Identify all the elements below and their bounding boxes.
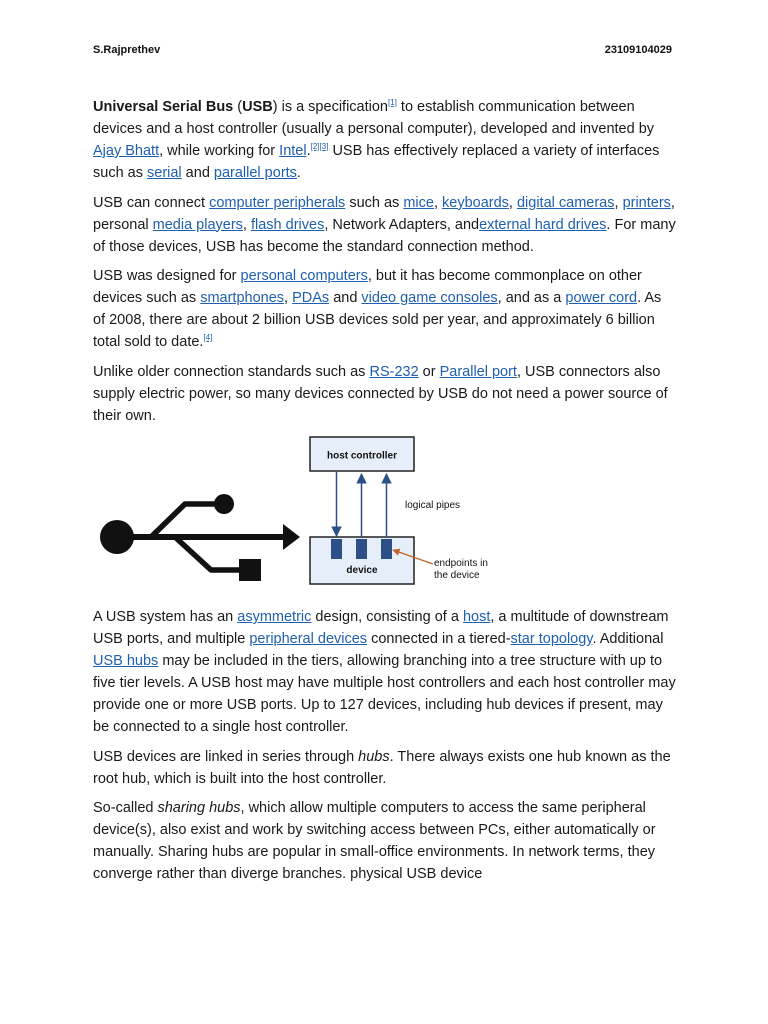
- citation-2-3[interactable]: [2][3]: [310, 142, 329, 152]
- text: Unlike older connection standards such as: [93, 363, 370, 380]
- link-asymmetric[interactable]: asymmetric: [237, 609, 312, 625]
- text: , but it has become commonplace on other devices such as: [93, 268, 642, 306]
- text: USB was designed for: [93, 268, 241, 284]
- link-flash-drives[interactable]: flash drives: [250, 216, 325, 233]
- text: , which allow multiple computers to access the same peripheral device(s), also exist and work by switching access between PCs, either automatically or manually. Sharing hubs are popular in small-office environments. In network terms, they converge rather than diverge branches. physical USB device: [93, 800, 656, 882]
- endpoints-label-line2: the device: [434, 570, 480, 581]
- usb-figure-svg: [93, 434, 677, 598]
- link-peripheral-devices[interactable]: peripheral devices: [249, 631, 368, 647]
- paragraph-devices: [93, 192, 677, 258]
- paragraph-power: [93, 361, 677, 427]
- link-pdas[interactable]: PDAs: [292, 290, 330, 306]
- text: , and as a: [497, 290, 566, 306]
- link-star-topology[interactable]: star topology: [510, 631, 593, 647]
- paragraph-adoption: [93, 265, 677, 353]
- link-smartphones[interactable]: smartphones: [200, 290, 285, 306]
- text: ,: [433, 194, 443, 211]
- term-universal-serial-bus: Universal Serial Bus: [93, 99, 234, 115]
- link-serial[interactable]: serial: [147, 165, 182, 181]
- link-intel[interactable]: Intel: [279, 143, 307, 159]
- text: may be included in the tiers, allowing branching into a tree structure with up to five tier levels. A USB host may have multiple host controllers and each host controller may provide one or more USB ports. Up to 127 devices, including hub devices if present, may be connected to a single host controller.: [93, 653, 676, 735]
- link-computer-peripherals[interactable]: computer peripherals: [209, 194, 346, 211]
- logical-pipes-label: logical pipes: [405, 500, 461, 511]
- link-parallel-port[interactable]: Parallel port: [439, 363, 517, 380]
- text: connected in a tiered-: [367, 631, 511, 647]
- text: . As of 2008, there are about 2 billion USB devices sold per year, and approximately 6 billion total sold to date.: [93, 290, 662, 350]
- link-keyboards[interactable]: keyboards: [442, 194, 509, 211]
- paragraph-hubs: [93, 746, 677, 790]
- link-power-cord[interactable]: power cord: [565, 290, 638, 306]
- text: (: [233, 99, 243, 115]
- text: , while working for: [159, 143, 280, 159]
- device-label: device: [346, 565, 378, 576]
- text: USB devices are linked in series through: [93, 748, 359, 765]
- text: to establish communication between devices and a host controller (usually a personal computer), developed and invented by: [93, 99, 655, 137]
- term-hubs: hubs: [358, 748, 390, 765]
- link-personal-computers[interactable]: personal computers: [240, 268, 368, 284]
- header-id: 23109104029: [604, 44, 672, 56]
- link-rs-232[interactable]: RS-232: [369, 363, 419, 380]
- text: ) is a specification: [272, 99, 388, 115]
- term-usb: USB: [242, 99, 273, 115]
- link-usb-hubs[interactable]: USB hubs: [93, 653, 159, 669]
- figure-usb-diagrams: [93, 434, 677, 598]
- host-controller-label: host controller: [326, 450, 398, 462]
- endpoints-label-line1: endpoints in: [434, 558, 488, 569]
- link-ajay-bhatt[interactable]: Ajay Bhatt: [93, 143, 160, 159]
- document-body: [93, 96, 677, 893]
- term-sharing-hubs: sharing hubs: [157, 800, 241, 816]
- usb-trident-icon: [100, 494, 300, 581]
- paragraph-sharing-hubs: [93, 797, 677, 885]
- text: . There always exists one hub known as the root hub, which is built into the host controller.: [93, 748, 671, 787]
- endpoint-1: [331, 539, 342, 559]
- text: So-called: [93, 800, 158, 816]
- header-author: S.Rajprethev: [93, 44, 161, 56]
- link-media-players[interactable]: media players: [152, 216, 243, 233]
- link-host[interactable]: host: [462, 609, 491, 625]
- text: ,: [614, 194, 623, 211]
- paragraph-topology: [93, 606, 677, 738]
- text: , personal: [93, 194, 675, 233]
- link-external-hard-drives[interactable]: external hard drives: [479, 216, 607, 233]
- endpoint-2: [356, 539, 367, 559]
- text: design, consisting of a: [311, 609, 463, 625]
- endpoint-3: [381, 539, 392, 559]
- text: . For many of those devices, USB has become the standard connection method.: [93, 216, 676, 255]
- text: ,: [508, 194, 517, 211]
- link-printers[interactable]: printers: [622, 194, 671, 211]
- text: , USB connectors also supply electric power, so many devices connected by USB do not need a power source of their own.: [93, 363, 668, 424]
- text: ,: [284, 290, 293, 306]
- link-video-game-consoles[interactable]: video game consoles: [361, 290, 498, 306]
- text: USB has effectively replaced a variety of interfaces such as: [93, 143, 660, 181]
- text: or: [418, 363, 440, 380]
- text: A USB system has an: [93, 609, 238, 625]
- text: . Additional: [592, 631, 664, 647]
- text: such as: [345, 194, 404, 211]
- text: , Network Adapters, and: [324, 216, 480, 233]
- link-parallel-ports[interactable]: parallel ports: [213, 165, 297, 181]
- paragraph-intro: [93, 96, 677, 184]
- link-mice[interactable]: mice: [403, 194, 434, 211]
- text: .: [306, 143, 311, 159]
- text: and: [329, 290, 362, 306]
- text: and: [181, 165, 214, 181]
- text: .: [296, 165, 301, 181]
- text: USB can connect: [93, 194, 210, 211]
- citation-4[interactable]: [4]: [203, 333, 213, 343]
- link-digital-cameras[interactable]: digital cameras: [516, 194, 615, 211]
- citation-1[interactable]: [1]: [387, 98, 397, 108]
- text: ,: [242, 216, 251, 233]
- text: , a multitude of downstream USB ports, and multiple: [93, 609, 669, 647]
